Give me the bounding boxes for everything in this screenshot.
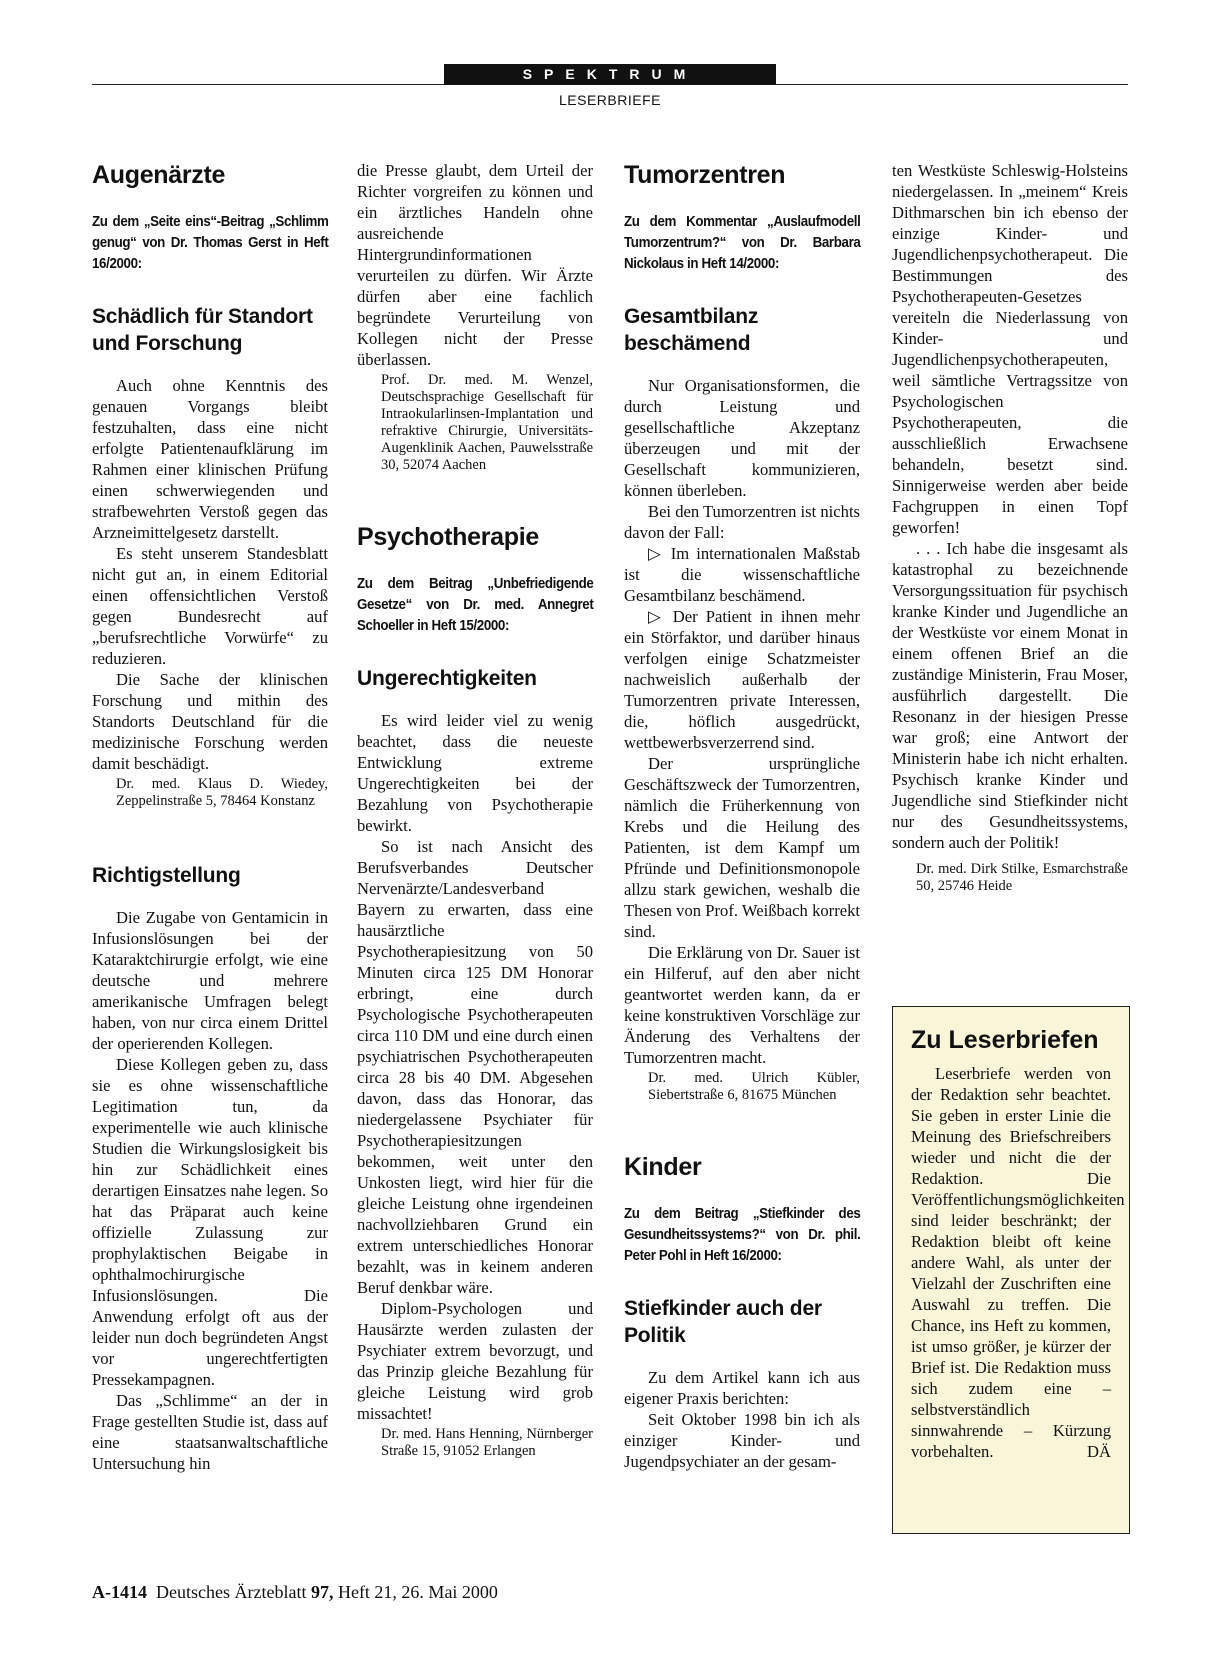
letter-headline: Richtigstellung — [92, 864, 241, 887]
column-4 — [892, 160, 1128, 895]
letter-headline: Gesamtbilanz beschämend — [624, 305, 759, 355]
bullet-paragraph: ▷ Der Patient in ihnen mehr ein Störfaktor, und darüber hinaus verfolgen einige Schatzmeister nachweislich außerhalb der Tumorzentren private Interessen, die, höflich ausgedrückt, wettbewerbsverzerrend sind. — [624, 607, 860, 752]
topic-heading: Tumorzentren — [624, 161, 786, 189]
paragraph: Nur Organisationsformen, die durch Leistung und gesellschaftliche Akzeptanz überzeugen und mit der Gesellschaft kommunizieren, können überleben. — [624, 376, 860, 500]
section-banner: SPEKTRUM — [444, 64, 776, 85]
topic-heading: Psychotherapie — [357, 523, 539, 551]
paragraph: Es wird leider viel zu wenig beachtet, dass die neueste Entwicklung extreme Ungerechtigkeiten bei der Bezahlung von Psychotherapie bewirkt. — [357, 711, 593, 835]
paragraph: . . . Ich habe die insgesamt als katastrophal zu bezeichnende Versorgungssituation für psychisch kranke Kinder und Jugendliche an der Westküste vor einem Monat in einem offenen Brief an die zuständige Ministerin, Frau Moser, ausführlich dargestellt. Die Resonanz in der hiesigen Presse war groß; eine Antwort der Ministerin habe ich nicht erhalten. Psychisch kranke Kinder und Jugendliche sind Stiefkinder nicht nur des Gesundheitssystems, sondern auch der Politik! — [892, 539, 1128, 852]
paragraph: Zu dem Artikel kann ich aus eigener Praxis berichten: — [624, 1368, 860, 1408]
letter-headline: Schädlich für Standort und Forschung — [92, 305, 313, 355]
letter-signature: Dr. med. Hans Henning, Nürnberger Straße 15, 91052 Erlangen — [381, 1426, 593, 1459]
volume-number: 97, — [310, 1582, 334, 1602]
box-signature: DÄ — [1087, 1442, 1111, 1461]
page-header — [92, 0, 1128, 120]
article-reference: Zu dem Kommentar „Auslaufmodell Tumorzentrum?“ von Dr. Barbara Nickolaus in Heft 14/2000: — [624, 214, 861, 272]
article-reference: Zu dem „Seite eins“-Beitrag „Schlimm genug“ von Dr. Thomas Gerst in Heft 16/2000: — [92, 214, 329, 272]
box-text — [911, 1063, 1125, 1462]
subsection-label: LESERBRIEFE — [559, 92, 661, 108]
letter-signature: Prof. Dr. med. M. Wenzel, Deutschsprachige Gesellschaft für Intraokularlinsen-Implantation und refraktive Chirurgie, Universitäts-Augenklinik Aachen, Pauwelsstraße 30, 52074 Aachen — [381, 372, 593, 473]
letter-signature: Dr. med. Ulrich Kübler, Siebertstraße 6, 81675 München — [648, 1070, 860, 1103]
info-box — [892, 1006, 1130, 1534]
paragraph: Die Erklärung von Dr. Sauer ist ein Hilferuf, auf den aber nicht geantwortet werden kann, da er keine konstruktiven Vorschläge zur Änderung des Verhaltens der Tumorzentren macht. — [624, 943, 860, 1067]
bullet-paragraph: ▷ Im internationalen Maßstab ist die wissenschaftliche Gesamtbilanz beschämend. — [624, 544, 860, 605]
paragraph: Das „Schlimme“ an der in Frage gestellten Studie ist, dass auf eine staatsanwaltschaftliche Untersuchung hin — [92, 1391, 328, 1473]
letter-headline: Stiefkinder auch der Politik — [624, 1297, 822, 1347]
topic-heading: Kinder — [624, 1153, 702, 1181]
page-number: A-1414 — [92, 1582, 147, 1602]
article-reference: Zu dem Beitrag „Stiefkinder des Gesundheitssystems?“ von Dr. phil. Peter Pohl in Heft 16/2000: — [624, 1206, 861, 1264]
column-3 — [624, 160, 860, 1472]
paragraph: ten Westküste Schleswig-Holsteins niedergelassen. In „meinem“ Kreis Dithmarschen bin ich ebenso der einzige Kinder- und Jugendlichenpsychotherapeut. Die Bestimmungen des Psychotherapeuten-Gesetzes vereiteln die Niederlassung von Kinder- und Jugendlichenpsychotherapeuten, weil sämtliche Vertragssitze von Psychologischen Psychotherapeuten, die ausschließlich Erwachsene behandeln, besetzt sind. Sinnigerweise werden aber beide Fachgruppen in einen Topf geworfen! — [892, 161, 1128, 537]
letter-signature: Dr. med. Klaus D. Wiedey, Zeppelinstraße 5, 78464 Konstanz — [116, 776, 328, 809]
paragraph: Die Zugabe von Gentamicin in Infusionslösungen bei der Kataraktchirurgie erfolgt, wie eine deutsche und mehrere amerikanische Umfragen belegt haben, von nur circa einem Drittel der operierenden Kollegen. — [92, 908, 328, 1053]
column-1 — [92, 160, 328, 1474]
paragraph: So ist nach Ansicht des Berufsverbandes Deutscher Nervenärzte/Landesverband Bayern zu erwarten, dass eine hausärztliche Psychotherapiesitzung von 50 Minuten circa 125 DM Honorar erbringt, eine durch Psychologische Psychotherapeuten circa 110 DM und eine durch einen psychiatrischen Psychotherapeuten circa 28 bis 40 DM. Abgesehen davon, dass das Honorar, das niedergelassene Psychiater für Psychotherapiesitzungen bekommen, weit unter den Unkosten liegt, wird hier für die gleiche Leistung ohne irgendeinen nachvollziehbaren Grund ein extrem unterschiedliches Honorar bezahlt, was in keinem anderen Beruf denkbar wäre. — [357, 837, 593, 1297]
page-footer — [92, 1582, 498, 1603]
paragraph: Die Sache der klinischen Forschung und mithin des Standorts Deutschland für die medizinische Forschung werden damit beschädigt. — [92, 670, 328, 773]
letter-signature: Dr. med. Dirk Stilke, Esmarchstraße 50, 25746 Heide — [916, 861, 1128, 894]
article-reference: Zu dem Beitrag „Unbefriedigende Gesetze“ von Dr. med. Annegret Schoeller in Heft 15/2000: — [357, 576, 594, 634]
paragraph: die Presse glaubt, dem Urteil der Richter vorgreifen zu können und ein ärztliches Handeln ohne ausreichende Hintergrundinformationen verurteilen zu dürfen. Wir Ärzte dürfen aber eine fachlich begründete Verurteilung von Kollegen nicht der Presse überlassen. — [357, 161, 593, 369]
paragraph: Der ursprüngliche Geschäftszweck der Tumorzentren, nämlich die Früherkennung von Krebs und die Heilung des Patienten, ist dem Kampf um Pfründe und Definitionsmonopole allzu stark gewichen, weshalb die Thesen von Prof. Weißbach korrekt sind. — [624, 754, 860, 941]
box-body: Leserbriefe werden von der Redaktion sehr beachtet. Sie geben in erster Linie die Meinung des Briefschreibers wieder und nicht die der Redaktion. Die Veröffentlichungsmöglichkeiten sind leider beschränkt; der Redaktion bleibt oft keine andere Wahl, als unter der Vielzahl der Zuschriften eine Auswahl zu treffen. Die Chance, ins Heft zu kommen, ist umso größer, je kürzer der Brief ist. Die Redaktion muss sich zudem eine – selbstverständlich sinnwahrende – Kürzung vorbehalten. — [911, 1064, 1125, 1461]
paragraph: Diese Kollegen geben zu, dass sie es ohne wissenschaftliche Legitimation tun, da experimentelle wie auch klinische Studien die Wirkungslosigkeit bis hin zur Schädlichkeit eines derartigen Einsatzes nahe legen. So hat das Präparat auch keine offizielle Zulassung zur prophylaktischen Beigabe in ophthalmochirurgische Infusionslösungen. Die Anwendung erfolgt oft aus der leider nun doch begründeten Angst vor ungerechtfertigten Pressekampagnen. — [92, 1055, 328, 1389]
paragraph: Seit Oktober 1998 bin ich als einziger Kinder- und Jugendpsychiater an der gesam- — [624, 1410, 860, 1471]
letter-headline: Ungerechtigkeiten — [357, 667, 537, 690]
paragraph: Bei den Tumorzentren ist nichts davon der Fall: — [624, 502, 861, 542]
paragraph: Auch ohne Kenntnis des genauen Vorgangs bleibt festzuhalten, dass eine nicht erfolgte Patientenaufklärung im Rahmen einer klinischen Prüfung einen schwerwiegenden und strafbewehrten Verstoß gegen das Arzneimittelgesetz darstellt. — [92, 376, 328, 542]
journal-name: Deutsches Ärzteblatt — [156, 1582, 307, 1602]
box-title: Zu Leserbriefen — [911, 1026, 1099, 1054]
topic-heading: Augenärzte — [92, 161, 226, 189]
column-2 — [357, 160, 593, 1460]
paragraph: Diplom-Psychologen und Hausärzte werden zulasten der Psychiater extrem bevorzugt, und das Prinzip gleiche Bezahlung für gleiche Leistung wird grob missachtet! — [357, 1299, 593, 1423]
issue-info: Heft 21, 26. Mai 2000 — [337, 1582, 498, 1602]
paragraph: Es steht unserem Standesblatt nicht gut an, in einem Editorial einen offensichtlichen Verstoß gegen Bundesrecht auf „berufsrechtliche Vorwürfe“ zu reduzieren. — [92, 544, 328, 668]
